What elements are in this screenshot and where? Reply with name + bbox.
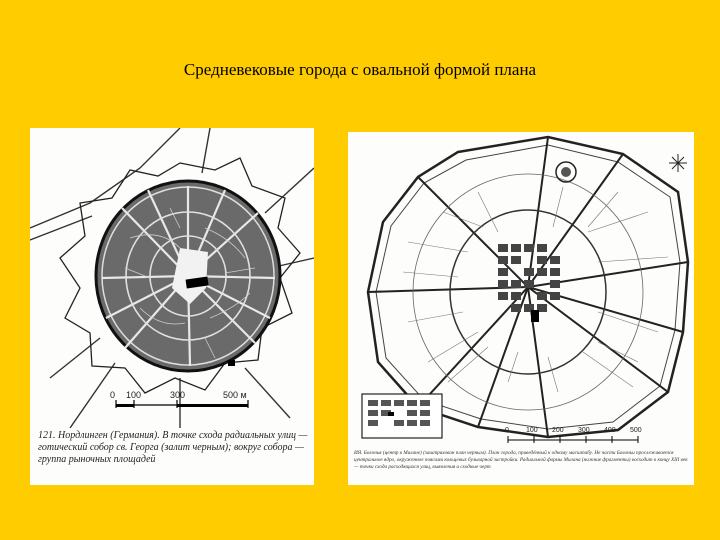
scale-label: 0 xyxy=(110,390,116,400)
scale-label: 500 м xyxy=(223,390,247,400)
scale-label: 300 xyxy=(170,390,186,400)
slide-title: Средневековые города с овальной формой плана xyxy=(183,60,537,79)
bologna-caption: ИЯ. Болонья (центр в Милане) (заштрихован план черным). План города, приведённый к одному масштабу. Не части Болоньи прослеживается центральное ядро, окруженное поясами кольцевых бульварной застройки. Радиальной формы Милана (нижние фрагменты) восходит к концу XIII век — точки схода расходящихся улиц, выявления и сходные черт xyxy=(354,450,688,470)
bologna-map xyxy=(348,132,694,450)
nordlingen-caption: 121. Нордлинген (Германия). В точке схода радиальных улиц — готический собор св. Георга (залит черным); вокруг собора — группа рыночных площадей xyxy=(38,430,308,465)
scale-label: 100 xyxy=(526,427,538,434)
scale-label: 0 xyxy=(505,427,509,434)
bologna-map-figure xyxy=(348,132,694,485)
cathedral-marker xyxy=(531,310,539,322)
scale-label: 400 xyxy=(604,427,616,434)
compass-icon xyxy=(669,154,687,172)
scale-label: 500 xyxy=(630,427,642,434)
nordlingen-map-figure xyxy=(30,128,314,485)
nordlingen-map xyxy=(30,128,314,428)
scale-label: 200 xyxy=(552,427,564,434)
scale-label: 300 xyxy=(578,427,590,434)
milan-inset-map xyxy=(362,394,442,438)
scale-label: 100 xyxy=(126,390,142,400)
